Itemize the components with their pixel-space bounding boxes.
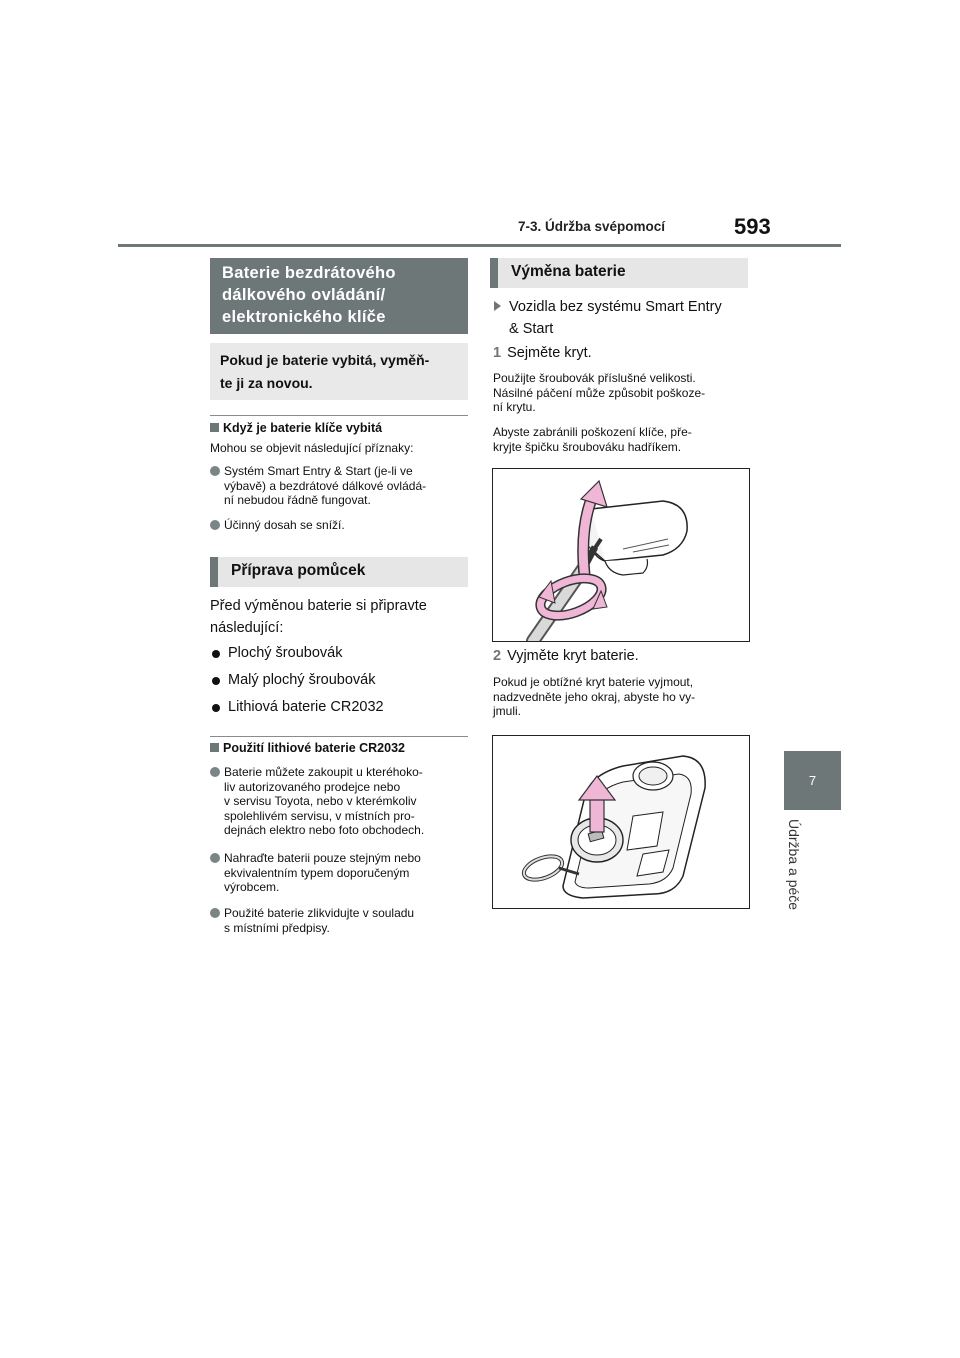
cr2032-item-3-line: s místními předpisy. [224, 920, 330, 935]
step-1-text: Sejměte kryt. [507, 345, 592, 361]
symptom-item [210, 464, 484, 508]
tools-intro-line-2: následující: [210, 620, 284, 636]
tool-label: Lithiová baterie CR2032 [228, 699, 384, 715]
vehicle-line-2: & Start [509, 321, 554, 337]
tools-heading [210, 557, 468, 587]
circle-bullet-icon [210, 520, 220, 530]
cr2032-item [210, 765, 486, 838]
replacement-heading-text: Výměna baterie [511, 263, 626, 280]
step-1-note-2 [493, 425, 753, 454]
symptom-1-line-1: Systém Smart Entry & Start (je-li ve [224, 464, 413, 478]
note-line: Násilné páčení může způsobit poškoze- [493, 385, 706, 400]
cr2032-item [210, 906, 486, 935]
note-line: ní krytu. [493, 400, 536, 414]
note-line: jmuli. [493, 704, 522, 718]
title-box-text [222, 262, 458, 328]
intro-note-line-2: te ji za novou. [220, 375, 313, 391]
screwdriver-cover-illustration [493, 469, 749, 641]
cr2032-item-1-line: liv autorizovaného prodejce nebo [224, 779, 401, 794]
circle-bullet-icon [210, 853, 220, 863]
note-line: nadzvedněte jeho okraj, abyste ho vy- [493, 689, 696, 704]
step-2-text: Vyjměte kryt baterie. [507, 648, 639, 664]
title-line-3: elektronického klíče [222, 308, 386, 326]
square-bullet-icon [210, 423, 219, 432]
chapter-label [782, 819, 806, 929]
tools-intro-line-1: Před výměnou baterie si připravte [210, 598, 427, 614]
cr2032-item-2-line: výrobcem. [224, 880, 280, 894]
battery-cover-illustration [493, 736, 749, 908]
step-2 [493, 645, 639, 667]
dead-battery-intro: Mohou se objevit následující příznaky: [210, 441, 414, 455]
note-line: kryjte špičku šroubováku hadříkem. [493, 439, 682, 454]
bullet-icon [212, 650, 220, 658]
illustration-remove-cover [492, 468, 750, 642]
step-2-number: 2 [493, 648, 502, 664]
step-1-note-1 [493, 371, 753, 415]
page-number: 593 [734, 214, 771, 239]
title-box [210, 258, 468, 334]
cr2032-heading-text: Použití lithiové baterie CR2032 [223, 741, 405, 755]
tools-intro [210, 595, 470, 639]
bullet-icon [212, 677, 220, 685]
chapter-number: 7 [808, 773, 817, 788]
cr2032-item-2-line: Nahraďte baterii pouze stejným nebo [224, 851, 421, 865]
circle-bullet-icon [210, 466, 220, 476]
symptom-1-line-3: ní nebudou řádně fungovat. [224, 493, 371, 507]
cr2032-item-1-line: Baterie můžete zakoupit u kteréhoko- [224, 765, 423, 779]
cr2032-item-1-line: spolehlivém servisu, v místních pro- [224, 808, 415, 823]
note-line: Pokud je obtížné kryt baterie vyjmout, [493, 675, 694, 689]
tool-label: Plochý šroubovák [228, 645, 343, 661]
divider [210, 736, 468, 737]
dead-battery-heading-text: Když je baterie klíče vybitá [223, 421, 383, 435]
cr2032-item-3-line: Použité baterie zlikvidujte v souladu [224, 906, 415, 920]
step-2-note [493, 675, 753, 719]
intro-note-text [220, 349, 464, 395]
vehicle-condition [494, 296, 769, 340]
section-title: 7-3. Údržba svépomocí [518, 219, 666, 234]
square-bullet-icon [210, 743, 219, 752]
symptom-2: Účinný dosah se sníží. [224, 518, 345, 532]
cr2032-item [210, 851, 486, 895]
step-1-number: 1 [493, 345, 502, 361]
illustration-remove-battery-cover [492, 735, 750, 909]
intro-note [210, 343, 468, 400]
chapter-label-text: Údržba a péče [786, 819, 802, 911]
circle-bullet-icon [210, 908, 220, 918]
tool-item [212, 699, 384, 715]
tool-item [212, 672, 376, 688]
circle-bullet-icon [210, 767, 220, 777]
cr2032-item-1-line: v servisu Toyota, nebo v kterémkoliv [224, 794, 417, 808]
title-line-2: dálkového ovládání/ [222, 286, 386, 304]
symptom-item [210, 518, 484, 533]
triangle-bullet-icon [494, 301, 501, 311]
intro-note-line-1: Pokud je baterie vybitá, vyměň- [220, 352, 430, 368]
symptom-1-line-2: výbavě) a bezdrátové dálkové ovládá- [224, 478, 427, 493]
cr2032-item-1-line: dejnách elektro nebo foto obchodech. [224, 823, 425, 837]
cr2032-item-2-line: ekvivalentním typem doporučeným [224, 865, 410, 880]
vehicle-line-1: Vozidla bez systému Smart Entry [509, 299, 722, 315]
dead-battery-heading [210, 421, 382, 435]
note-line: Použijte šroubovák příslušné velikosti. [493, 371, 696, 385]
replacement-heading [490, 258, 748, 288]
note-line: Abyste zabránili poškození klíče, pře- [493, 425, 692, 439]
header-rule [118, 244, 841, 247]
tool-label: Malý plochý šroubovák [228, 672, 376, 688]
tool-item [212, 645, 342, 661]
divider [210, 415, 468, 416]
tools-heading-text: Příprava pomůcek [231, 562, 366, 579]
title-line-1: Baterie bezdrátového [222, 264, 396, 282]
bullet-icon [212, 704, 220, 712]
cr2032-heading [210, 741, 405, 755]
step-1 [493, 342, 592, 364]
